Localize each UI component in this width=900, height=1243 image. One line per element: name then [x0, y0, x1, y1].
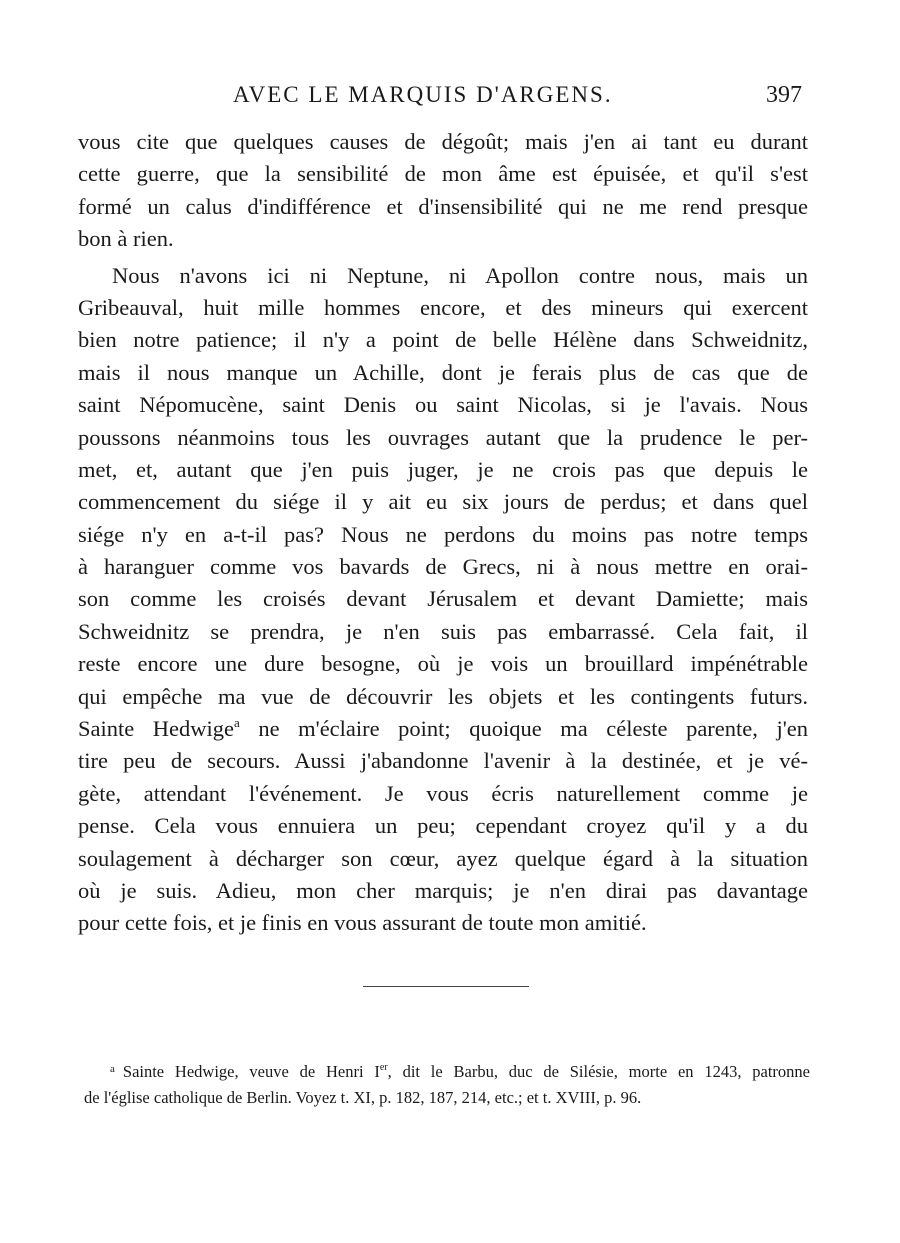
footnote-reference[interactable]: a [234, 715, 240, 731]
text-line: son comme les croisés devant Jérusalem et devant Damiette; mais [78, 586, 808, 612]
text-line: cette guerre, que la sensibilité de mon âme est épuisée, et qu'il s'est [78, 161, 808, 187]
text-line: qui empêche ma vue de découvrir les objets et les contingents futurs. [78, 683, 808, 709]
note-ref-word: Sainte Hedwige [78, 716, 235, 742]
text-line: Nous n'avons ici ni Neptune, ni Apollon contre nous, mais un [112, 262, 808, 288]
text-line: gète, attendant l'événement. Je vous écris naturellement comme je [78, 780, 808, 806]
text-line: Schweidnitz se prendra, je n'en suis pas embarrassé. Cela fait, il [78, 618, 808, 644]
text-line: reste encore une dure besogne, où je vois un brouillard impénétrable [78, 651, 808, 677]
text-line: pour cette fois, et je finis en vous assurant de toute mon amitié. [78, 910, 647, 936]
text-line: saint Népomucène, saint Denis ou saint Nicolas, si je l'avais. Nous [78, 392, 808, 418]
text-line: tire peu de secours. Aussi j'abandonne l'avenir à la destinée, et je vé- [78, 748, 808, 774]
text-line: siége n'y en a-t-il pas? Nous ne perdons du moins pas notre temps [78, 521, 808, 547]
text-line: bon à rien. [78, 226, 174, 252]
text-line: où je suis. Adieu, mon cher marquis; je n'en dirai pas davantage [78, 877, 808, 903]
running-title: AVEC LE MARQUIS D'ARGENS. [233, 82, 613, 107]
note-ref-line-tail: ne m'éclaire point; quoique ma céleste parente, j'en [239, 716, 808, 742]
footnote-text: Sainte Hedwige, veuve de Henri I [122, 1062, 380, 1081]
body-text [78, 126, 808, 940]
paragraph-2 [78, 260, 808, 940]
text-line: formé un calus d'indifférence et d'insensibilité qui ne me rend presque [78, 193, 808, 219]
footnote-line [84, 1056, 810, 1085]
footnote-line: de l'église catholique de Berlin. Voyez t. XI, p. 182, 187, 214, etc.; et t. XVIII, p. 96. [84, 1088, 642, 1107]
text-line: mais il nous manque un Achille, dont je ferais plus de cas que de [78, 359, 808, 385]
text-line: soulagement à décharger son cœur, ayez quelque égard à la situation [78, 845, 808, 871]
footnote-superscript: er [379, 1062, 388, 1073]
text-line: bien notre patience; il n'y a point de belle Hélène dans Schweidnitz, [78, 327, 808, 353]
paragraph-1 [78, 126, 808, 256]
text-line-with-note-ref [78, 713, 808, 745]
text-line: pense. Cela vous ennuiera un peu; cependant croyez qu'il y a du [78, 813, 808, 839]
footnote-text: , dit le Barbu, duc de Silésie, morte en 1243, patronne [387, 1062, 810, 1081]
text-line: à haranguer comme vos bavards de Grecs, ni à nous mettre en orai- [78, 554, 808, 580]
page-number: 397 [766, 82, 802, 108]
text-line: met, et, autant que j'en puis juger, je ne crois pas que depuis le [78, 456, 808, 482]
footnote-separator [363, 986, 529, 987]
running-head [78, 82, 808, 114]
text-line: poussons néanmoins tous les ouvrages autant que la prudence le per- [78, 424, 808, 450]
text-line: vous cite que quelques causes de dégoût; mais j'en ai tant eu durant [78, 129, 808, 154]
text-line: Gribeauval, huit mille hommes encore, et des mineurs qui exercent [78, 294, 808, 320]
footnotes [84, 1056, 810, 1111]
text-line: commencement du siége il y ait eu six jours de perdus; et dans quel [78, 489, 808, 515]
footnote-mark: a [110, 1063, 115, 1075]
